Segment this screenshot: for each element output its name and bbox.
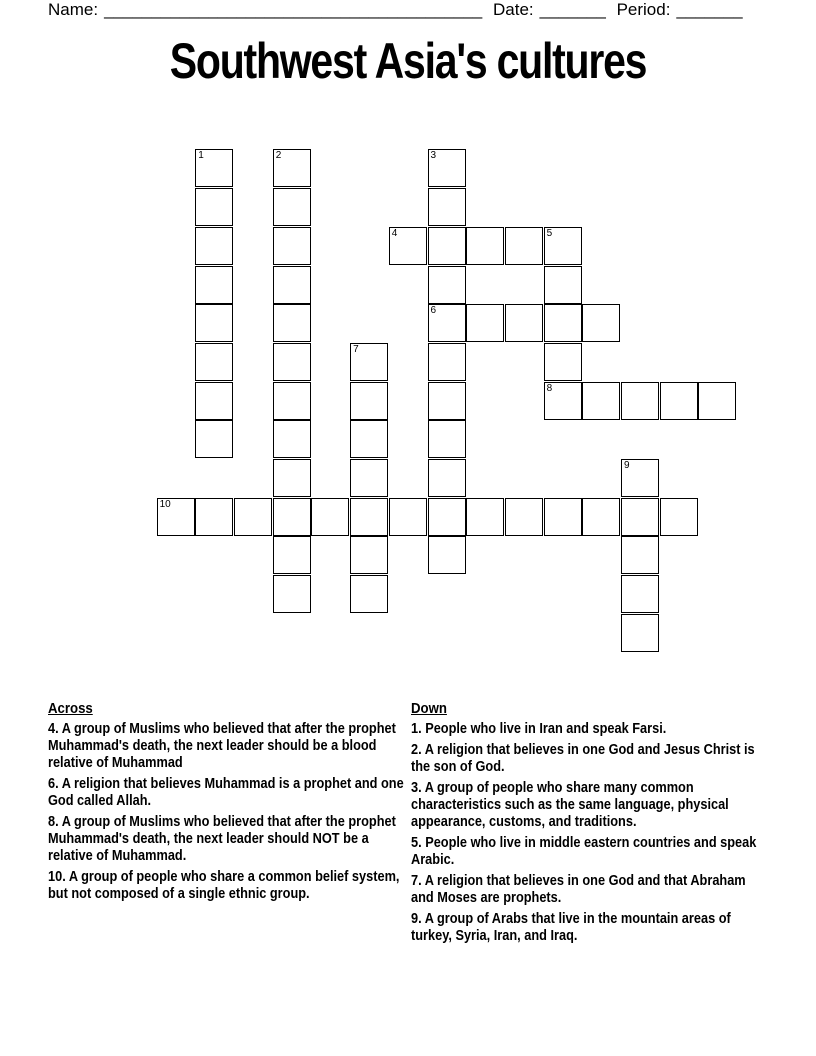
grid-cell[interactable]: [350, 575, 388, 613]
clue-text: A group of people who share many common characteristics such as the same language, physical appearance, customs, and traditions.: [411, 780, 729, 830]
clue-text: A group of people who share a common belief system, but not composed of a single ethnic group.: [48, 869, 400, 902]
across-heading: Across: [48, 700, 93, 717]
grid-cell[interactable]: [698, 382, 736, 420]
grid-cell[interactable]: [428, 459, 466, 497]
across-list: [48, 700, 409, 903]
grid-cell[interactable]: [311, 498, 349, 536]
down-clue: [411, 742, 772, 776]
grid-cell[interactable]: [582, 304, 620, 342]
grid-cell[interactable]: [350, 343, 388, 381]
grid-cell[interactable]: [428, 536, 466, 574]
grid-cell[interactable]: [195, 420, 233, 458]
clue-number: 1.: [411, 721, 422, 737]
grid-cell[interactable]: [195, 498, 233, 536]
down-clue: [411, 911, 772, 945]
clue-text: A religion that believes Muhammad is a prophet and one God called Allah.: [48, 776, 404, 809]
name-blank[interactable]: ________________________________________: [104, 0, 483, 19]
grid-cell[interactable]: [621, 536, 659, 574]
across-clue: [48, 869, 409, 903]
grid-cell[interactable]: [273, 459, 311, 497]
period-label: Period:: [616, 0, 671, 19]
grid-cell[interactable]: [428, 266, 466, 304]
grid-cell[interactable]: [195, 188, 233, 226]
down-clue: [411, 780, 772, 831]
grid-cell[interactable]: [195, 227, 233, 265]
grid-cell[interactable]: [544, 227, 582, 265]
grid-cell[interactable]: [660, 498, 698, 536]
grid-cell[interactable]: [157, 498, 195, 536]
grid-cell[interactable]: [195, 266, 233, 304]
grid-cell[interactable]: [273, 420, 311, 458]
grid-cell[interactable]: [621, 382, 659, 420]
name-label: Name:: [48, 0, 99, 19]
across-clue: [48, 814, 409, 865]
grid-cell[interactable]: [428, 498, 466, 536]
down-clue: [411, 873, 772, 907]
clue-number: 10.: [48, 869, 66, 885]
grid-cell[interactable]: [428, 188, 466, 226]
clue-number: 3.: [411, 780, 422, 796]
down-list: [411, 700, 772, 945]
clue-text: A religion that believes in one God and that Abraham and Moses are prophets.: [411, 873, 746, 906]
grid-cell[interactable]: [428, 149, 466, 187]
clue-number: 8.: [48, 814, 59, 830]
page-title: Southwest Asia's cultures: [169, 33, 647, 89]
grid-cell[interactable]: [389, 498, 427, 536]
grid-cell[interactable]: [273, 575, 311, 613]
clue-number: 9: [624, 460, 630, 471]
grid-cell[interactable]: [505, 498, 543, 536]
clue-number: 3: [430, 150, 437, 162]
grid-cell[interactable]: [350, 459, 388, 497]
grid-cell[interactable]: [273, 343, 311, 381]
clue-number: 7.: [411, 873, 422, 889]
clue-number: 8: [546, 382, 553, 394]
grid-cell[interactable]: [466, 498, 504, 536]
clue-number: 5: [546, 227, 553, 239]
grid-cell[interactable]: [273, 498, 311, 536]
clue-number: 2.: [411, 742, 422, 758]
grid-cell[interactable]: [195, 382, 233, 420]
down-clue: [411, 835, 772, 869]
clue-number: 7: [353, 343, 359, 355]
clue-text: People who live in Iran and speak Farsi.: [421, 721, 667, 737]
grid-cell[interactable]: [544, 498, 582, 536]
across-clue: [48, 776, 409, 810]
clue-number: 2: [275, 150, 282, 162]
grid-cell[interactable]: [466, 304, 504, 342]
clue-number: 10: [159, 498, 171, 510]
clue-number: 4: [391, 227, 398, 239]
grid-cell[interactable]: [273, 536, 311, 574]
grid-cell[interactable]: [505, 304, 543, 342]
grid-cell[interactable]: [544, 304, 582, 342]
grid-cell[interactable]: [234, 498, 272, 536]
grid-cell[interactable]: [544, 266, 582, 304]
grid-cell[interactable]: [544, 382, 582, 420]
grid-cell[interactable]: [544, 343, 582, 381]
grid-cell[interactable]: [621, 575, 659, 613]
grid-cell[interactable]: [195, 149, 233, 187]
grid-cell[interactable]: [195, 343, 233, 381]
grid-cell[interactable]: [350, 420, 388, 458]
down-clue: [411, 721, 772, 738]
clue-text: A group of Arabs that live in the mountain areas of turkey, Syria, Iran, and Iraq.: [411, 911, 731, 944]
clue-number: 1: [198, 150, 204, 162]
grid-cell[interactable]: [350, 382, 388, 420]
period-blank[interactable]: _______: [676, 0, 743, 19]
grid-cell[interactable]: [428, 420, 466, 458]
clue-number: 6.: [48, 776, 59, 792]
clue-number: 9.: [411, 911, 422, 927]
grid-cell[interactable]: [350, 536, 388, 574]
date-blank[interactable]: _______: [539, 0, 606, 19]
date-label: Date:: [493, 0, 534, 19]
clue-number: 4.: [48, 721, 59, 737]
grid-cell[interactable]: [273, 382, 311, 420]
grid-cell[interactable]: [428, 343, 466, 381]
down-clues: [411, 700, 771, 949]
grid-cell[interactable]: [582, 498, 620, 536]
across-clue: [48, 721, 409, 772]
header-fields: [48, 0, 749, 20]
grid-cell[interactable]: [660, 382, 698, 420]
across-clues: [48, 700, 408, 907]
clue-text: A group of Muslims who believed that after the prophet Muhammad's death, the next leader should NOT be a relative of Muhammad.: [48, 814, 396, 864]
grid-cell[interactable]: [273, 188, 311, 226]
grid-cell[interactable]: [621, 614, 659, 652]
grid-cell[interactable]: [466, 227, 504, 265]
grid-cell[interactable]: [428, 227, 466, 265]
clue-text: A religion that believes in one God and Jesus Christ is the son of God.: [411, 742, 755, 775]
clue-number: 6: [430, 305, 437, 317]
grid-cell[interactable]: [428, 304, 466, 342]
grid-cell[interactable]: [273, 304, 311, 342]
clue-text: People who live in middle eastern countries and speak Arabic.: [411, 835, 757, 868]
grid-cell[interactable]: [505, 227, 543, 265]
grid-cell[interactable]: [428, 382, 466, 420]
clue-number: 5.: [411, 835, 422, 851]
clue-text: A group of Muslims who believed that after the prophet Muhammad's death, the next leader should be a blood relative of Muhammad: [48, 721, 396, 771]
grid-cell[interactable]: [273, 227, 311, 265]
grid-cell[interactable]: [195, 304, 233, 342]
grid-cell[interactable]: [389, 227, 427, 265]
grid-cell[interactable]: [273, 266, 311, 304]
grid-cell[interactable]: [273, 149, 311, 187]
grid-cell[interactable]: [350, 498, 388, 536]
down-heading: Down: [411, 700, 447, 717]
grid-cell[interactable]: [621, 498, 659, 536]
grid-cell[interactable]: [621, 459, 659, 497]
grid-cell[interactable]: [582, 382, 620, 420]
